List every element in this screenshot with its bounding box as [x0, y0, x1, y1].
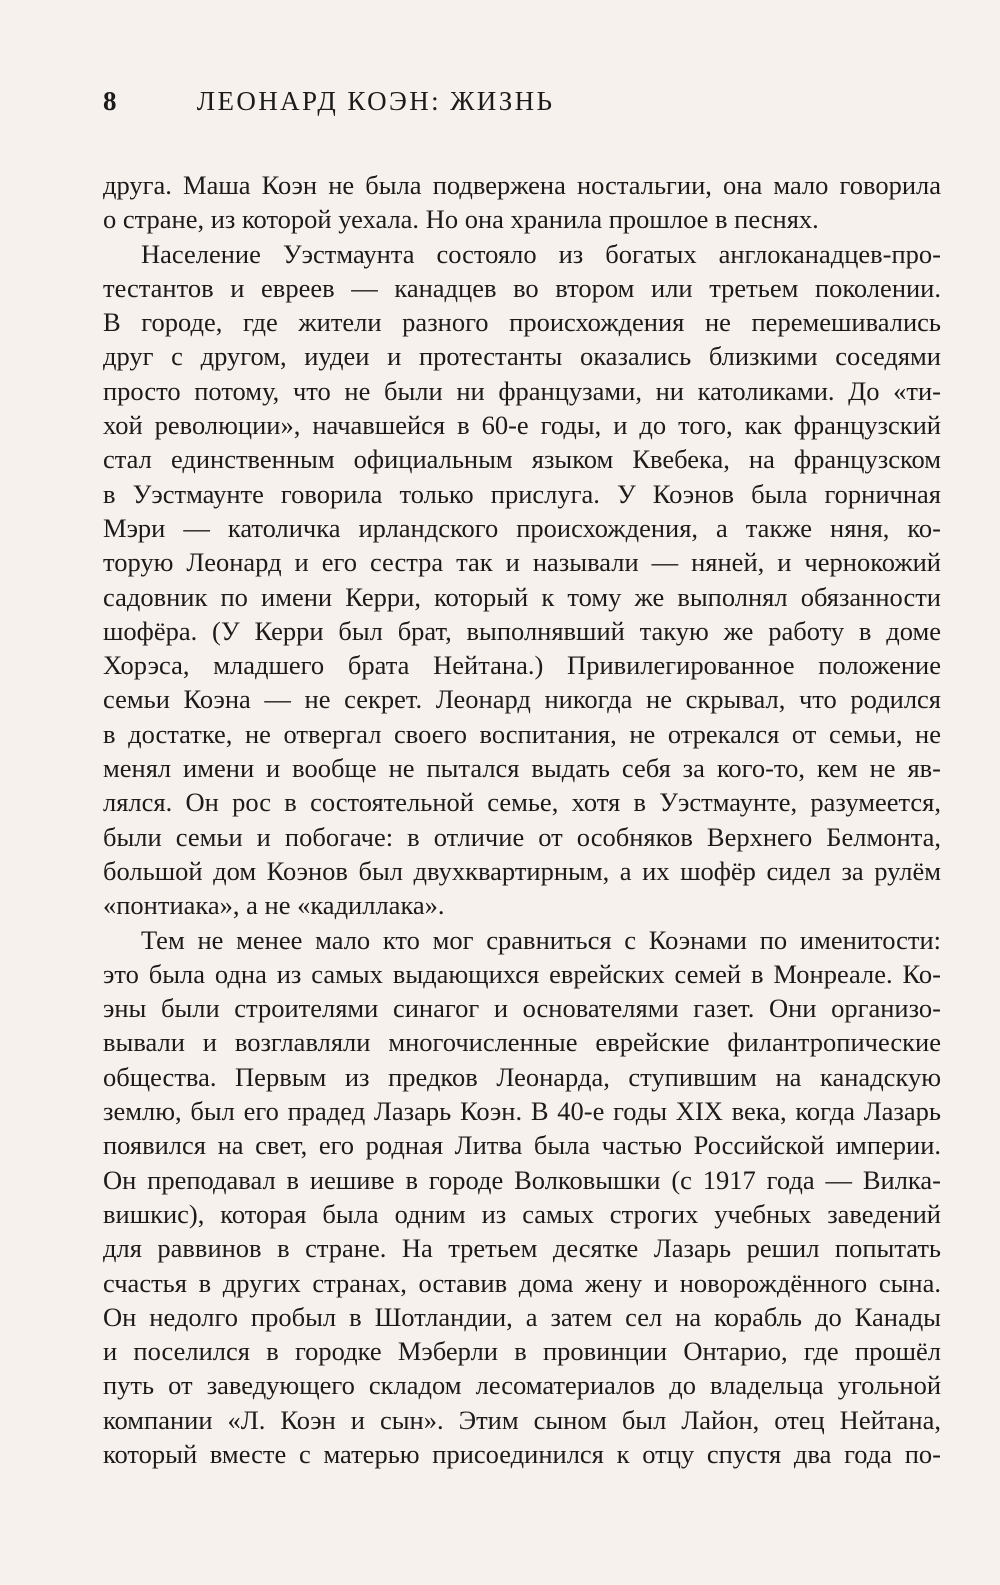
text-line: Он недолго пробыл в Шотландии, а затем сел на корабль до Канады — [103, 1301, 941, 1332]
text-line: шофёра. (У Керри был брат, выполнявший такую же работу в доме — [103, 615, 941, 646]
text-line: просто потому, что не были ни французами, ни католиками. До «ти- — [103, 375, 941, 406]
running-title: ЛЕОНАРД КОЭН: ЖИЗНЬ — [196, 86, 555, 116]
text-line: друга. Маша Коэн не была подвержена ностальгии, она мало говорила — [103, 170, 941, 200]
text-line: и поселился в городке Мэберли в провинции Онтарио, где прошёл — [103, 1336, 941, 1367]
page-number: 8 — [103, 86, 118, 116]
text-line: хой революции», начавшейся в 60-е годы, и до того, как французский — [103, 410, 941, 441]
text-line: Хорэса, младшего брата Нейтана.) Привилегированное положение — [103, 650, 941, 681]
body-text — [103, 168, 941, 1471]
text-line: торую Леонард и его сестра так и называли — няней, и чернокожий — [103, 547, 941, 578]
text-line: тестантов и евреев — канадцев во втором или третьем поколении. — [103, 272, 941, 303]
page-header — [103, 86, 943, 126]
paragraph — [103, 923, 941, 1472]
text-line: общества. Первым из предков Леонарда, ступившим на канадскую — [103, 1061, 941, 1092]
text-line: лялся. Он рос в состоятельной семье, хотя в Уэстмаунте, разумеется, — [103, 787, 941, 818]
text-line: менял имени и вообще не пытался выдать себя за кого-то, кем не яв- — [103, 753, 941, 784]
text-line: появился на свет, его родная Литва была частью Российской империи. — [103, 1130, 941, 1161]
text-line: для раввинов в стране. На третьем десятке Лазарь решил попытать — [103, 1233, 941, 1264]
text-line: в Уэстмаунте говорила только прислуга. У Коэнов была горничная — [103, 478, 941, 509]
text-line: вывали и возглавляли многочисленные еврейские филантропические — [103, 1027, 941, 1058]
text-line: большой дом Коэнов был двухквартирным, а их шофёр сидел за рулём — [103, 855, 941, 886]
text-line: Тем не менее мало кто мог сравниться с Коэнами по именитости: — [141, 924, 941, 955]
paragraph — [103, 237, 941, 923]
text-line: эны были строителями синагог и основателями газет. Они организо- — [103, 993, 941, 1024]
text-line: семьи Коэна — не секрет. Леонард никогда не скрывал, что родился — [103, 684, 941, 715]
text-line: Население Уэстмаунта состояло из богатых англоканадцев-про- — [141, 238, 941, 269]
text-line: Мэри — католичка ирландского происхождения, а также няня, ко- — [103, 512, 941, 543]
text-line: компании «Л. Коэн и сын». Этим сыном был Лайон, отец Нейтана, — [103, 1404, 941, 1435]
text-line: который вместе с матерью присоединился к отцу спустя два года по- — [103, 1438, 941, 1469]
paragraph — [103, 168, 941, 237]
text-line: вишкис), которая была одним из самых строгих учебных заведений — [103, 1198, 941, 1229]
text-line: Он преподавал в иешиве в городе Волковышки (с 1917 года — Вилка- — [103, 1164, 941, 1195]
text-line: в достатке, не отвергал своего воспитания, не отрекался от семьи, не — [103, 718, 941, 749]
text-line: садовник по имени Керри, который к тому же выполнял обязанности — [103, 581, 941, 612]
text-line: землю, был его прадед Лазарь Коэн. В 40-е годы XIX века, когда Лазарь — [103, 1096, 941, 1127]
text-line: стал единственным официальным языком Квебека, на французском — [103, 444, 941, 475]
text-line: о стране, из которой уехала. Но она хранила прошлое в песнях. — [103, 204, 819, 235]
text-line: «понтиака», а не «кадиллака». — [103, 890, 445, 921]
text-line: счастья в других странах, оставив дома жену и новорождённого сына. — [103, 1267, 941, 1298]
text-line: друг с другом, иудеи и протестанты оказались близкими соседями — [103, 341, 941, 372]
text-line: это была одна из самых выдающихся еврейских семей в Монреале. Ко- — [103, 958, 941, 989]
text-line: были семьи и побогаче: в отличие от особняков Верхнего Белмонта, — [103, 821, 941, 852]
text-line: В городе, где жители разного происхождения не перемешивались — [103, 307, 941, 338]
text-line: путь от заведующего складом лесоматериалов до владельца угольной — [103, 1370, 941, 1401]
